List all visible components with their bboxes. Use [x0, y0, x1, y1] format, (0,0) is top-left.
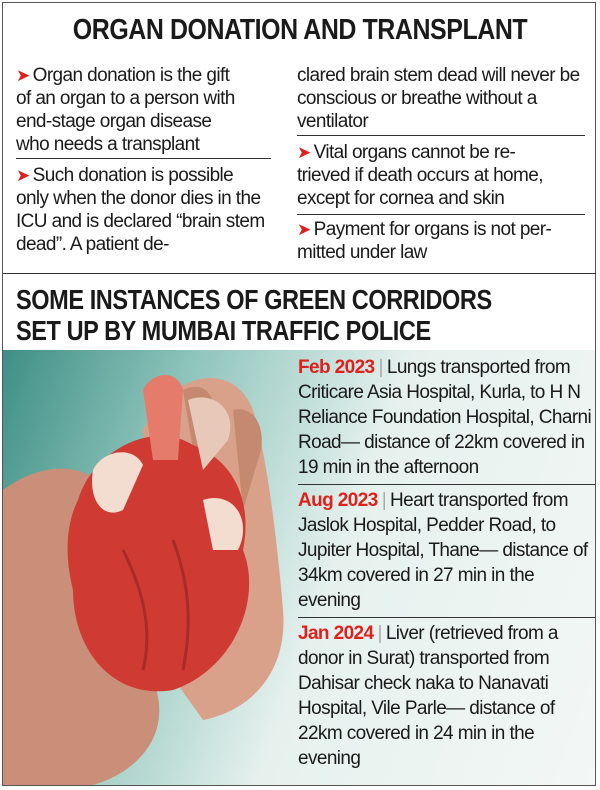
corridor-instance	[298, 355, 593, 480]
page-title: ORGAN DONATION AND TRANSPLANT	[72, 14, 528, 46]
fact-item	[297, 141, 567, 210]
section-title: SOME INSTANCES OF GREEN CORRIDORS SET UP BY MUMBAI TRAFFIC POLICE	[16, 284, 492, 346]
corridor-instance	[298, 621, 593, 771]
fact-item	[297, 218, 567, 264]
fact-continued-text: clared brain stem dead will never be conscious or breathe without a ventilator	[297, 65, 580, 132]
instance-date: Feb 2023	[298, 357, 375, 378]
fact-item	[16, 164, 266, 256]
arrow-bullet-icon: ➤	[297, 143, 311, 162]
corridor-instance	[298, 488, 593, 613]
instance-text: Heart transported from Jaslok Hospital, Pedder Road, to Jupiter Hospital, Thane— distance of 34km covered in 27 min in the evening	[298, 490, 588, 611]
instance-text: Lungs transported from Criticare Asia Hospital, Kurla, to H N Reliance Foundation Hospital, Charni Road— distance of 22km covered in 19 min in the afternoon	[298, 357, 592, 478]
instance-date: Jan 2024	[298, 623, 374, 644]
divider	[298, 617, 595, 618]
divider	[297, 214, 585, 215]
facts-left-column-2	[16, 164, 266, 256]
facts-left-column	[16, 64, 241, 156]
facts-right-column	[297, 64, 592, 133]
fact-text: Organ donation is the gift of an organ to a person with end-stage organ disease who needs a transplant	[16, 65, 235, 155]
divider	[16, 158, 271, 159]
fact-text: Such donation is possible only when the donor dies in the ICU and is declared “brain stem dead”. A patient de-	[16, 165, 265, 255]
separator: |	[381, 490, 387, 511]
divider	[297, 135, 585, 136]
arrow-bullet-icon: ➤	[16, 166, 30, 185]
fact-text: Payment for organs is not per-mitted under law	[297, 219, 552, 263]
heart-illustration-icon	[3, 350, 303, 785]
fact-text: Vital organs cannot be re-trieved if death occurs at home, except for cornea and skin	[297, 142, 543, 209]
separator: |	[377, 623, 382, 644]
fact-item	[16, 64, 241, 156]
instance-date: Aug 2023	[298, 490, 378, 511]
separator: |	[378, 357, 383, 378]
divider	[298, 484, 595, 485]
instance-text: Liver (retrieved from a donor in Surat) transported from Dahisar check naka to Nanavati Hospital, Vile Parle— distance of 22km covered in 24 min in the evening	[298, 623, 558, 769]
arrow-bullet-icon: ➤	[16, 66, 30, 85]
section-divider	[3, 273, 596, 274]
arrow-bullet-icon: ➤	[297, 220, 311, 239]
